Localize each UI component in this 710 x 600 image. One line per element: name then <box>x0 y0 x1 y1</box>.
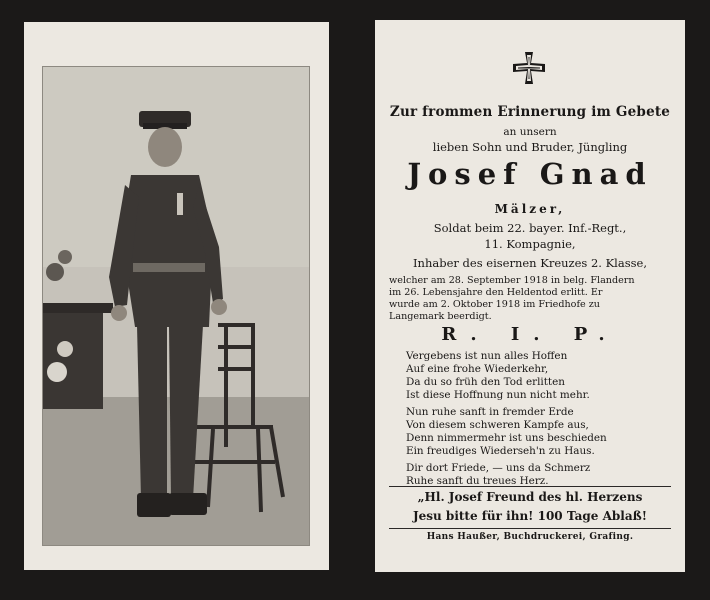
right-card-paper <box>375 20 685 572</box>
divider <box>389 486 671 487</box>
poem-line: Da du so früh den Tod erlitten <box>406 376 565 388</box>
unit-line-2: 11. Kompagnie, <box>484 237 576 251</box>
poem-line: Ein freudiges Wiederseh'n zu Haus. <box>406 445 595 457</box>
death-line-1: welcher am 28. September 1918 in belg. Flandern <box>389 275 635 286</box>
unit-line-1: Soldat beim 22. bayer. Inf.-Regt., <box>433 221 627 235</box>
poem-line: Ist diese Hoffnung nun nicht mehr. <box>406 389 590 401</box>
poem-line: Denn nimmermehr ist uns beschieden <box>406 432 607 444</box>
left-card-paper <box>24 22 329 570</box>
soldier-photo <box>42 66 310 546</box>
rip-label: R. I. P. <box>441 324 619 345</box>
poem-line: Dir dort Friede, — uns da Schmerz <box>406 462 591 474</box>
poem-line: Auf eine frohe Wiederkehr, <box>406 363 549 375</box>
award-line: Inhaber des eisernen Kreuzes 2. Klasse, <box>413 256 647 270</box>
poem-line: Ruhe sanft du treues Herz. <box>406 475 549 487</box>
right-card-border <box>355 0 710 600</box>
intro-line-1: an unsern <box>503 126 557 138</box>
poem-line: Von diesem schweren Kampfe aus, <box>406 419 589 431</box>
prayer-line-1: „Hl. Josef Freund des hl. Herzens <box>417 490 643 504</box>
prayer-line-2: Jesu bitte für ihn! 100 Tage Ablaß! <box>412 509 648 523</box>
intro-line-2: lieben Sohn und Bruder, Jüngling <box>432 140 628 154</box>
soldier-photo-illustration <box>43 67 309 545</box>
death-line-4: Langemark beerdigt. <box>389 311 492 322</box>
iron-cross-icon <box>511 50 547 86</box>
deceased-trade: Mälzer, <box>494 202 566 216</box>
printer-credit: Hans Haußer, Buchdruckerei, Grafing. <box>426 532 634 542</box>
poem-line: Vergebens ist nun alles Hoffen <box>406 350 568 362</box>
poem-line: Nun ruhe sanft in fremder Erde <box>406 406 574 418</box>
death-line-3: wurde am 2. Oktober 1918 im Friedhofe zu <box>389 299 600 310</box>
death-line-2: im 26. Lebensjahre den Heldentod erlitt. Er <box>389 287 603 298</box>
heading: Zur frommen Erinnerung im Gebete <box>389 104 671 120</box>
deceased-name: Josef Gnad <box>407 157 653 191</box>
divider <box>389 528 671 529</box>
